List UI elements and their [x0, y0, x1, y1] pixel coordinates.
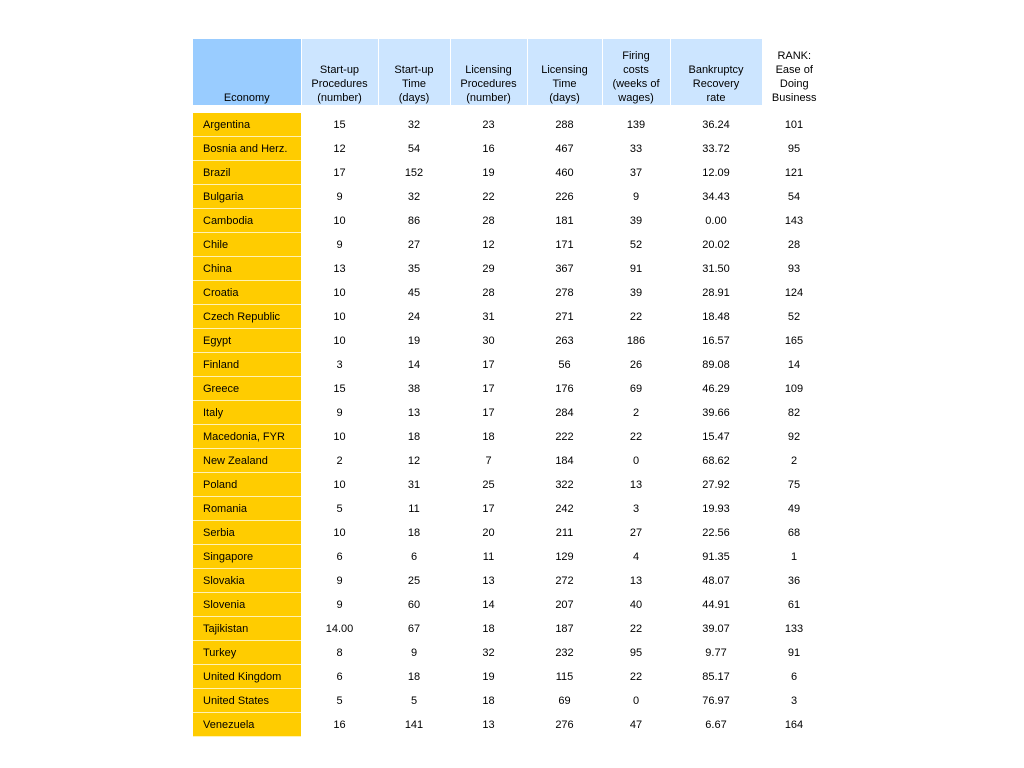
cell-bankruptcy-recovery: 27.92 [670, 473, 762, 497]
cell-licensing-time: 272 [527, 569, 602, 593]
cell-bankruptcy-recovery: 89.08 [670, 353, 762, 377]
cell-firing-costs: 22 [602, 665, 670, 689]
cell-rank: 2 [762, 449, 826, 473]
table-row [193, 109, 826, 137]
cell-licensing-procedures: 32 [450, 641, 527, 665]
cell-rank: 91 [762, 641, 826, 665]
cell-firing-costs: 0 [602, 449, 670, 473]
cell-licensing-procedures: 7 [450, 449, 527, 473]
cell-startup-procedures: 10 [301, 281, 378, 305]
table-row [193, 641, 826, 665]
table-row [193, 569, 826, 593]
cell-licensing-time: 271 [527, 305, 602, 329]
cell-economy: Bosnia and Herz. [193, 137, 301, 161]
cell-licensing-procedures: 13 [450, 713, 527, 737]
cell-startup-time: 38 [378, 377, 450, 401]
cell-rank: 14 [762, 353, 826, 377]
cell-bankruptcy-recovery: 76.97 [670, 689, 762, 713]
cell-bankruptcy-recovery: 39.07 [670, 617, 762, 641]
cell-licensing-time: 288 [527, 109, 602, 137]
cell-economy: Cambodia [193, 209, 301, 233]
cell-startup-time: 35 [378, 257, 450, 281]
cell-rank: 6 [762, 665, 826, 689]
cell-licensing-procedures: 11 [450, 545, 527, 569]
cell-licensing-time: 232 [527, 641, 602, 665]
cell-economy: Finland [193, 353, 301, 377]
table-row [193, 161, 826, 185]
cell-firing-costs: 22 [602, 305, 670, 329]
cell-firing-costs: 33 [602, 137, 670, 161]
table-row [193, 209, 826, 233]
cell-startup-procedures: 6 [301, 665, 378, 689]
cell-licensing-procedures: 23 [450, 109, 527, 137]
cell-licensing-procedures: 18 [450, 617, 527, 641]
cell-rank: 121 [762, 161, 826, 185]
cell-licensing-procedures: 19 [450, 665, 527, 689]
cell-rank: 1 [762, 545, 826, 569]
cell-bankruptcy-recovery: 28.91 [670, 281, 762, 305]
cell-firing-costs: 69 [602, 377, 670, 401]
cell-licensing-procedures: 17 [450, 377, 527, 401]
cell-licensing-time: 322 [527, 473, 602, 497]
cell-bankruptcy-recovery: 91.35 [670, 545, 762, 569]
cell-licensing-procedures: 31 [450, 305, 527, 329]
cell-economy: Venezuela [193, 713, 301, 737]
cell-startup-procedures: 10 [301, 329, 378, 353]
cell-rank: 61 [762, 593, 826, 617]
cell-startup-time: 5 [378, 689, 450, 713]
cell-startup-time: 19 [378, 329, 450, 353]
cell-economy: Macedonia, FYR [193, 425, 301, 449]
cell-economy: Serbia [193, 521, 301, 545]
cell-rank: 92 [762, 425, 826, 449]
cell-bankruptcy-recovery: 46.29 [670, 377, 762, 401]
cell-bankruptcy-recovery: 18.48 [670, 305, 762, 329]
cell-firing-costs: 4 [602, 545, 670, 569]
cell-startup-time: 45 [378, 281, 450, 305]
cell-startup-time: 31 [378, 473, 450, 497]
cell-licensing-procedures: 12 [450, 233, 527, 257]
cell-firing-costs: 40 [602, 593, 670, 617]
cell-licensing-time: 460 [527, 161, 602, 185]
cell-bankruptcy-recovery: 39.66 [670, 401, 762, 425]
cell-startup-time: 27 [378, 233, 450, 257]
cell-startup-procedures: 9 [301, 185, 378, 209]
cell-bankruptcy-recovery: 33.72 [670, 137, 762, 161]
table-row [193, 545, 826, 569]
cell-startup-procedures: 6 [301, 545, 378, 569]
cell-firing-costs: 52 [602, 233, 670, 257]
cell-rank: 101 [762, 109, 826, 137]
header-bankruptcy-recovery: Bankruptcy Recovery rate [670, 39, 762, 109]
cell-startup-procedures: 9 [301, 569, 378, 593]
cell-startup-procedures: 10 [301, 521, 378, 545]
cell-bankruptcy-recovery: 22.56 [670, 521, 762, 545]
table-row [193, 713, 826, 737]
cell-licensing-procedures: 28 [450, 209, 527, 233]
cell-startup-procedures: 3 [301, 353, 378, 377]
cell-licensing-procedures: 16 [450, 137, 527, 161]
header-rank: RANK: Ease of Doing Business [762, 39, 826, 109]
cell-licensing-procedures: 25 [450, 473, 527, 497]
cell-licensing-procedures: 14 [450, 593, 527, 617]
cell-licensing-time: 276 [527, 713, 602, 737]
table-row [193, 233, 826, 257]
cell-licensing-procedures: 18 [450, 425, 527, 449]
table-row [193, 665, 826, 689]
cell-economy: Greece [193, 377, 301, 401]
table-row [193, 521, 826, 545]
cell-bankruptcy-recovery: 68.62 [670, 449, 762, 473]
cell-rank: 124 [762, 281, 826, 305]
cell-startup-procedures: 17 [301, 161, 378, 185]
cell-bankruptcy-recovery: 85.17 [670, 665, 762, 689]
cell-startup-procedures: 15 [301, 109, 378, 137]
cell-rank: 95 [762, 137, 826, 161]
cell-bankruptcy-recovery: 36.24 [670, 109, 762, 137]
cell-licensing-time: 187 [527, 617, 602, 641]
cell-firing-costs: 139 [602, 109, 670, 137]
cell-licensing-procedures: 13 [450, 569, 527, 593]
cell-rank: 75 [762, 473, 826, 497]
cell-economy: Slovakia [193, 569, 301, 593]
cell-startup-time: 6 [378, 545, 450, 569]
cell-licensing-procedures: 22 [450, 185, 527, 209]
cell-licensing-procedures: 28 [450, 281, 527, 305]
cell-firing-costs: 37 [602, 161, 670, 185]
cell-bankruptcy-recovery: 15.47 [670, 425, 762, 449]
cell-licensing-time: 181 [527, 209, 602, 233]
header-licensing-time: Licensing Time (days) [527, 39, 602, 109]
table-row [193, 353, 826, 377]
cell-startup-time: 32 [378, 185, 450, 209]
cell-bankruptcy-recovery: 20.02 [670, 233, 762, 257]
cell-firing-costs: 186 [602, 329, 670, 353]
cell-licensing-time: 176 [527, 377, 602, 401]
cell-startup-time: 24 [378, 305, 450, 329]
doing-business-table [193, 39, 826, 737]
cell-firing-costs: 47 [602, 713, 670, 737]
cell-startup-time: 18 [378, 425, 450, 449]
cell-startup-procedures: 10 [301, 209, 378, 233]
cell-licensing-time: 467 [527, 137, 602, 161]
table-row [193, 137, 826, 161]
cell-startup-time: 141 [378, 713, 450, 737]
cell-firing-costs: 9 [602, 185, 670, 209]
cell-rank: 3 [762, 689, 826, 713]
cell-startup-procedures: 5 [301, 689, 378, 713]
table-row [193, 305, 826, 329]
cell-startup-time: 9 [378, 641, 450, 665]
cell-startup-time: 67 [378, 617, 450, 641]
cell-startup-procedures: 5 [301, 497, 378, 521]
cell-economy: Czech Republic [193, 305, 301, 329]
cell-bankruptcy-recovery: 44.91 [670, 593, 762, 617]
cell-rank: 164 [762, 713, 826, 737]
table-row [193, 497, 826, 521]
cell-bankruptcy-recovery: 12.09 [670, 161, 762, 185]
cell-licensing-time: 69 [527, 689, 602, 713]
table-row [193, 449, 826, 473]
cell-bankruptcy-recovery: 48.07 [670, 569, 762, 593]
cell-economy: China [193, 257, 301, 281]
cell-rank: 133 [762, 617, 826, 641]
cell-licensing-procedures: 17 [450, 497, 527, 521]
cell-startup-time: 60 [378, 593, 450, 617]
cell-rank: 143 [762, 209, 826, 233]
header-firing-costs: Firing costs (weeks of wages) [602, 39, 670, 109]
cell-licensing-procedures: 17 [450, 401, 527, 425]
cell-bankruptcy-recovery: 9.77 [670, 641, 762, 665]
cell-rank: 49 [762, 497, 826, 521]
cell-startup-procedures: 13 [301, 257, 378, 281]
cell-startup-procedures: 16 [301, 713, 378, 737]
table-row [193, 689, 826, 713]
header-row [193, 39, 826, 109]
header-licensing-procedures: Licensing Procedures (number) [450, 39, 527, 109]
cell-economy: United Kingdom [193, 665, 301, 689]
cell-licensing-time: 242 [527, 497, 602, 521]
table-row [193, 329, 826, 353]
header-startup-procedures: Start-up Procedures (number) [301, 39, 378, 109]
cell-economy: Romania [193, 497, 301, 521]
table-row [193, 257, 826, 281]
cell-rank: 54 [762, 185, 826, 209]
cell-licensing-time: 207 [527, 593, 602, 617]
cell-firing-costs: 13 [602, 473, 670, 497]
cell-rank: 28 [762, 233, 826, 257]
cell-licensing-time: 184 [527, 449, 602, 473]
cell-startup-procedures: 2 [301, 449, 378, 473]
cell-startup-time: 152 [378, 161, 450, 185]
cell-rank: 82 [762, 401, 826, 425]
cell-firing-costs: 13 [602, 569, 670, 593]
cell-startup-procedures: 10 [301, 473, 378, 497]
cell-startup-time: 14 [378, 353, 450, 377]
cell-firing-costs: 22 [602, 617, 670, 641]
cell-startup-time: 13 [378, 401, 450, 425]
cell-economy: Slovenia [193, 593, 301, 617]
cell-startup-procedures: 8 [301, 641, 378, 665]
cell-licensing-time: 115 [527, 665, 602, 689]
cell-startup-procedures: 10 [301, 305, 378, 329]
cell-economy: Tajikistan [193, 617, 301, 641]
cell-licensing-time: 263 [527, 329, 602, 353]
cell-startup-procedures: 10 [301, 425, 378, 449]
cell-startup-time: 25 [378, 569, 450, 593]
cell-firing-costs: 39 [602, 209, 670, 233]
cell-startup-procedures: 12 [301, 137, 378, 161]
cell-startup-procedures: 9 [301, 401, 378, 425]
cell-economy: Poland [193, 473, 301, 497]
table-row [193, 593, 826, 617]
cell-economy: Bulgaria [193, 185, 301, 209]
cell-licensing-time: 226 [527, 185, 602, 209]
cell-economy: Brazil [193, 161, 301, 185]
cell-economy: Turkey [193, 641, 301, 665]
cell-licensing-time: 171 [527, 233, 602, 257]
table-row [193, 377, 826, 401]
table-row [193, 473, 826, 497]
cell-licensing-time: 222 [527, 425, 602, 449]
cell-rank: 93 [762, 257, 826, 281]
table-header [193, 39, 826, 109]
header-economy: Economy [193, 39, 301, 109]
cell-licensing-time: 278 [527, 281, 602, 305]
cell-licensing-procedures: 20 [450, 521, 527, 545]
cell-startup-time: 54 [378, 137, 450, 161]
cell-licensing-time: 56 [527, 353, 602, 377]
cell-bankruptcy-recovery: 34.43 [670, 185, 762, 209]
cell-economy: United States [193, 689, 301, 713]
table-row [193, 617, 826, 641]
cell-rank: 165 [762, 329, 826, 353]
cell-startup-time: 11 [378, 497, 450, 521]
cell-startup-procedures: 14.00 [301, 617, 378, 641]
cell-startup-procedures: 15 [301, 377, 378, 401]
cell-licensing-time: 129 [527, 545, 602, 569]
table-row [193, 401, 826, 425]
header-startup-time: Start-up Time (days) [378, 39, 450, 109]
cell-startup-procedures: 9 [301, 233, 378, 257]
cell-licensing-procedures: 29 [450, 257, 527, 281]
cell-firing-costs: 27 [602, 521, 670, 545]
cell-firing-costs: 26 [602, 353, 670, 377]
cell-startup-procedures: 9 [301, 593, 378, 617]
cell-firing-costs: 0 [602, 689, 670, 713]
cell-rank: 68 [762, 521, 826, 545]
cell-startup-time: 12 [378, 449, 450, 473]
cell-licensing-procedures: 30 [450, 329, 527, 353]
cell-firing-costs: 22 [602, 425, 670, 449]
table-row [193, 281, 826, 305]
cell-startup-time: 32 [378, 109, 450, 137]
cell-startup-time: 18 [378, 665, 450, 689]
cell-licensing-time: 367 [527, 257, 602, 281]
cell-firing-costs: 2 [602, 401, 670, 425]
cell-bankruptcy-recovery: 0.00 [670, 209, 762, 233]
cell-startup-time: 86 [378, 209, 450, 233]
cell-bankruptcy-recovery: 16.57 [670, 329, 762, 353]
cell-economy: Italy [193, 401, 301, 425]
cell-economy: Egypt [193, 329, 301, 353]
cell-licensing-time: 284 [527, 401, 602, 425]
cell-firing-costs: 3 [602, 497, 670, 521]
cell-firing-costs: 39 [602, 281, 670, 305]
cell-firing-costs: 91 [602, 257, 670, 281]
cell-rank: 109 [762, 377, 826, 401]
cell-economy: New Zealand [193, 449, 301, 473]
cell-licensing-time: 211 [527, 521, 602, 545]
table-body [193, 109, 826, 737]
cell-firing-costs: 95 [602, 641, 670, 665]
cell-startup-time: 18 [378, 521, 450, 545]
cell-rank: 36 [762, 569, 826, 593]
cell-licensing-procedures: 17 [450, 353, 527, 377]
cell-licensing-procedures: 18 [450, 689, 527, 713]
cell-bankruptcy-recovery: 6.67 [670, 713, 762, 737]
cell-bankruptcy-recovery: 31.50 [670, 257, 762, 281]
table-row [193, 425, 826, 449]
cell-bankruptcy-recovery: 19.93 [670, 497, 762, 521]
cell-licensing-procedures: 19 [450, 161, 527, 185]
cell-rank: 52 [762, 305, 826, 329]
table-row [193, 185, 826, 209]
cell-economy: Argentina [193, 109, 301, 137]
cell-economy: Chile [193, 233, 301, 257]
cell-economy: Croatia [193, 281, 301, 305]
cell-economy: Singapore [193, 545, 301, 569]
